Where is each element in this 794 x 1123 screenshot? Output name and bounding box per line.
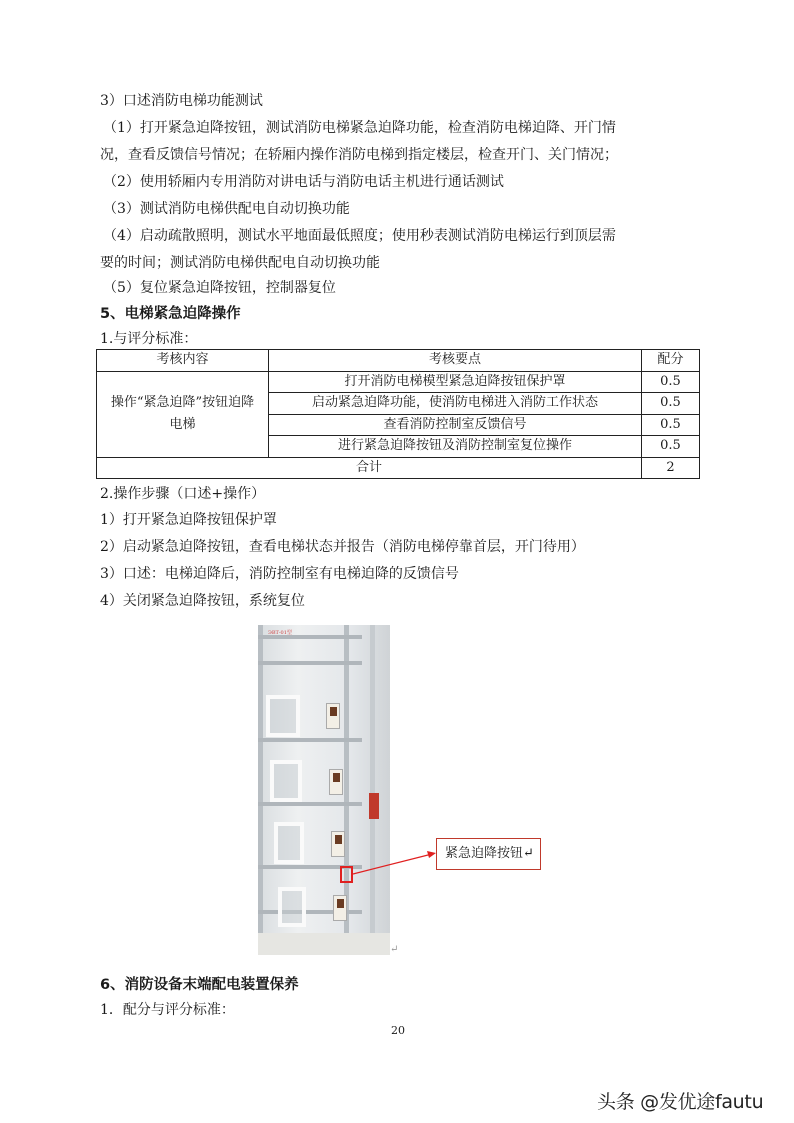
- point-cell: 查看消防控制室反馈信号: [269, 414, 642, 436]
- step-item: 3）口述：电梯迫降后，消防控制室有电梯迫降的反馈信号: [100, 566, 459, 582]
- section5-heading: 5、电梯紧急迫降操作: [100, 306, 241, 322]
- steps-label: 2.操作步骤（口述+操作）: [100, 486, 266, 502]
- score-cell: 0.5: [642, 371, 700, 393]
- scoring-table: [96, 349, 700, 479]
- paragraph-line: （3）测试消防电梯供配电自动切换功能: [103, 201, 350, 217]
- header-score: 配分: [642, 350, 700, 372]
- table-total-row: [97, 457, 700, 479]
- return-mark-icon: ↵: [390, 944, 399, 955]
- section4-sub3-title: 3）口述消防电梯功能测试: [100, 93, 263, 109]
- callout-arrow-icon: [340, 840, 440, 880]
- point-cell: 启动紧急迫降功能，使消防电梯进入消防工作状态: [269, 393, 642, 415]
- watermark: 头条 @发优途fautu: [597, 1091, 764, 1113]
- score-cell: 0.5: [642, 414, 700, 436]
- elevator-model-photo: ЭВТ-01型: [258, 625, 390, 955]
- total-score: 2: [642, 457, 700, 479]
- score-cell: 0.5: [642, 393, 700, 415]
- table-row: [97, 371, 700, 393]
- header-content: 考核内容: [97, 350, 269, 372]
- point-cell: 进行紧急迫降按钮及消防控制室复位操作: [269, 436, 642, 458]
- section6-standard-label: 1．配分与评分标准：: [100, 1002, 235, 1018]
- page-number: 20: [391, 1024, 405, 1037]
- callout-label: 紧急迫降按钮↵: [436, 838, 541, 870]
- section5-standard-label: 1.与评分标准：: [100, 331, 198, 347]
- paragraph-line: （2）使用轿厢内专用消防对讲电话与消防电话主机进行通话测试: [103, 174, 504, 190]
- table-header-row: [97, 350, 700, 372]
- step-item: 2）启动紧急迫降按钮，查看电梯状态并报告（消防电梯停靠首层，开门待用）: [100, 539, 585, 555]
- paragraph-line: （1）打开紧急迫降按钮，测试消防电梯紧急迫降功能，检查消防电梯迫降、开门情: [103, 120, 616, 136]
- paragraph-line: （5）复位紧急迫降按钮，控制器复位: [103, 280, 336, 296]
- step-item: 4）关闭紧急迫降按钮，系统复位: [100, 593, 305, 609]
- fire-alarm-plate: [369, 793, 379, 819]
- content-cell: 操作“紧急迫降”按钮迫降电梯: [97, 371, 269, 457]
- header-points: 考核要点: [269, 350, 642, 372]
- step-item: 1）打开紧急迫降按钮保护罩: [100, 512, 277, 528]
- section6-heading: 6、消防设备末端配电装置保养: [100, 977, 299, 993]
- score-cell: 0.5: [642, 436, 700, 458]
- paragraph-line: 要的时间；测试消防电梯供配电自动切换功能: [100, 255, 380, 271]
- paragraph-line: （4）启动疏散照明，测试水平地面最低照度；使用秒表测试消防电梯运行到顶层需: [103, 228, 616, 244]
- total-label: 合计: [97, 457, 642, 479]
- paragraph-line: 况，查看反馈信号情况；在轿厢内操作消防电梯到指定楼层，检查开门、关门情况；: [100, 147, 618, 163]
- point-cell: 打开消防电梯模型紧急迫降按钮保护罩: [269, 371, 642, 393]
